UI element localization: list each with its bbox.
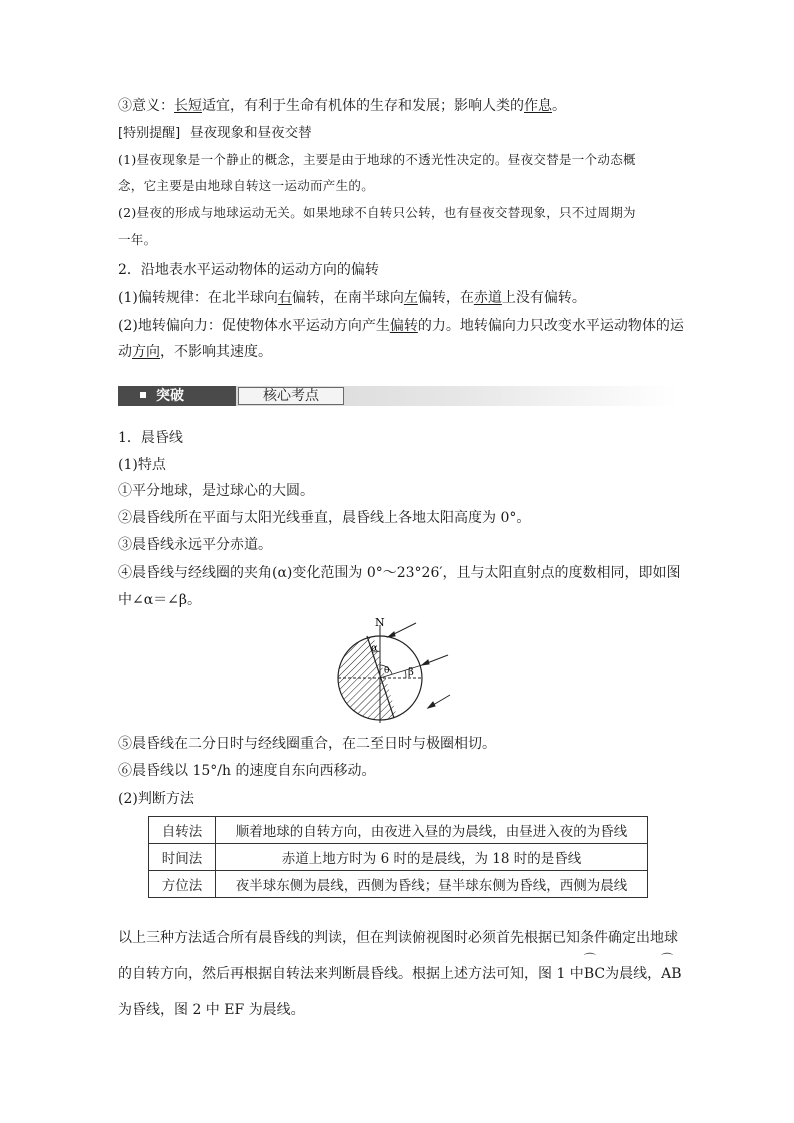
feature-item: ②晨昏线所在平面与太阳光线垂直，晨昏线上各地太阳高度为 0°。 <box>118 510 531 526</box>
closing-line: 为昏线，图 2 中 EF 为晨线。 <box>118 1002 305 1018</box>
closing-line: 的自转方向，然后再根据自转法来判断晨昏线。根据上述方法可知，图 1 中⌒ BC为晨线，⌒ AB <box>118 964 681 984</box>
alpha-label: α <box>371 643 378 654</box>
terminator-diagram <box>336 615 476 725</box>
table-row <box>149 844 648 871</box>
north-label: N <box>375 616 385 629</box>
beta-label: β <box>408 667 414 678</box>
coriolis-line-cont: 动方向，不影响其速度。 <box>118 344 272 360</box>
method-desc: 顺着地球的自转方向，由夜进入昼的为晨线，由昼进入夜的为昏线 <box>216 817 648 844</box>
feature-item: ⑥晨昏线以 15°/h 的速度自东向西移动。 <box>118 763 376 779</box>
method-name: 时间法 <box>149 844 216 871</box>
feature-item: ⑤晨昏线在二分日时与经线圈重合，在二至日时与极圈相切。 <box>118 736 496 752</box>
tip-title: 昼夜现象和昼夜交替 <box>190 125 312 141</box>
tip-line: (1)昼夜现象是一个静止的概念，主要是由于地球的不透光性决定的。昼夜交替是一个动态概 <box>118 152 636 167</box>
tip-tag: [特别提醒] <box>118 126 181 141</box>
underlined-term: 长短 <box>174 98 202 114</box>
section-heading: 2．沿地表水平运动物体的运动方向的偏转 <box>118 262 379 278</box>
method-name: 方位法 <box>149 871 216 898</box>
deflection-rule-line: (1)偏转规律：在北半球向右偏转，在南半球向左偏转，在赤道上没有偏转。 <box>118 290 586 306</box>
method-name: 自转法 <box>149 817 216 844</box>
feature-item: ①平分地球，是过球心的大圆。 <box>118 483 314 499</box>
feature-item: ③晨昏线永远平分赤道。 <box>118 537 272 553</box>
feature-item-cont: 中∠α＝∠β。 <box>118 592 202 608</box>
table-row <box>149 871 648 898</box>
square-icon <box>140 392 146 398</box>
closing-line: 以上三种方法适合所有晨昏线的判读，但在判读俯视图时必须首先根据已知条件确定出地球 <box>118 930 678 946</box>
feature-item: ④晨昏线与经线圈的夹角(α)变化范围为 0°～23°26′，且与太阳直射点的度数相同，即如图 <box>118 565 681 581</box>
significance-line: ③意义：长短适宜，有利于生命有机体的生存和发展；影响人类的作息。 <box>118 98 566 114</box>
method-desc: 赤道上地方时为 6 时的是晨线，为 18 时的是昏线 <box>216 844 648 871</box>
section-heading: 1．晨昏线 <box>118 430 183 446</box>
method-desc: 夜半球东侧为晨线，西侧为昏线；昼半球东侧为昏线，西侧为晨线 <box>216 871 648 898</box>
tip-line: 一年。 <box>118 232 157 247</box>
banner-label-right: 核心考点 <box>238 387 344 405</box>
underlined-term: 作息 <box>524 98 552 114</box>
sub-heading: (1)特点 <box>118 457 166 473</box>
tip-line: (2)昼夜的形成与地球运动无关。如果地球不自转只公转，也有昼夜交替现象，只不过周期为 <box>118 205 636 220</box>
coriolis-line: (2)地转偏向力：促使物体水平运动方向产生偏转的力。地转偏向力只改变水平运动物体的运 <box>118 318 684 334</box>
beta-arc <box>405 670 406 678</box>
banner-label-left: 突破 <box>118 386 236 406</box>
arc-bc: ⌒ BC <box>584 964 605 984</box>
section-banner <box>118 386 678 406</box>
arc-ab: ⌒ AB <box>661 964 681 984</box>
theta-label: θ <box>384 666 390 676</box>
tip-line: 念，它主要是由地球自转这一运动而产生的。 <box>118 178 375 193</box>
table-row <box>149 817 648 844</box>
methods-table <box>148 816 648 898</box>
sub-heading: (2)判断方法 <box>118 791 194 807</box>
tip-heading <box>118 123 312 144</box>
